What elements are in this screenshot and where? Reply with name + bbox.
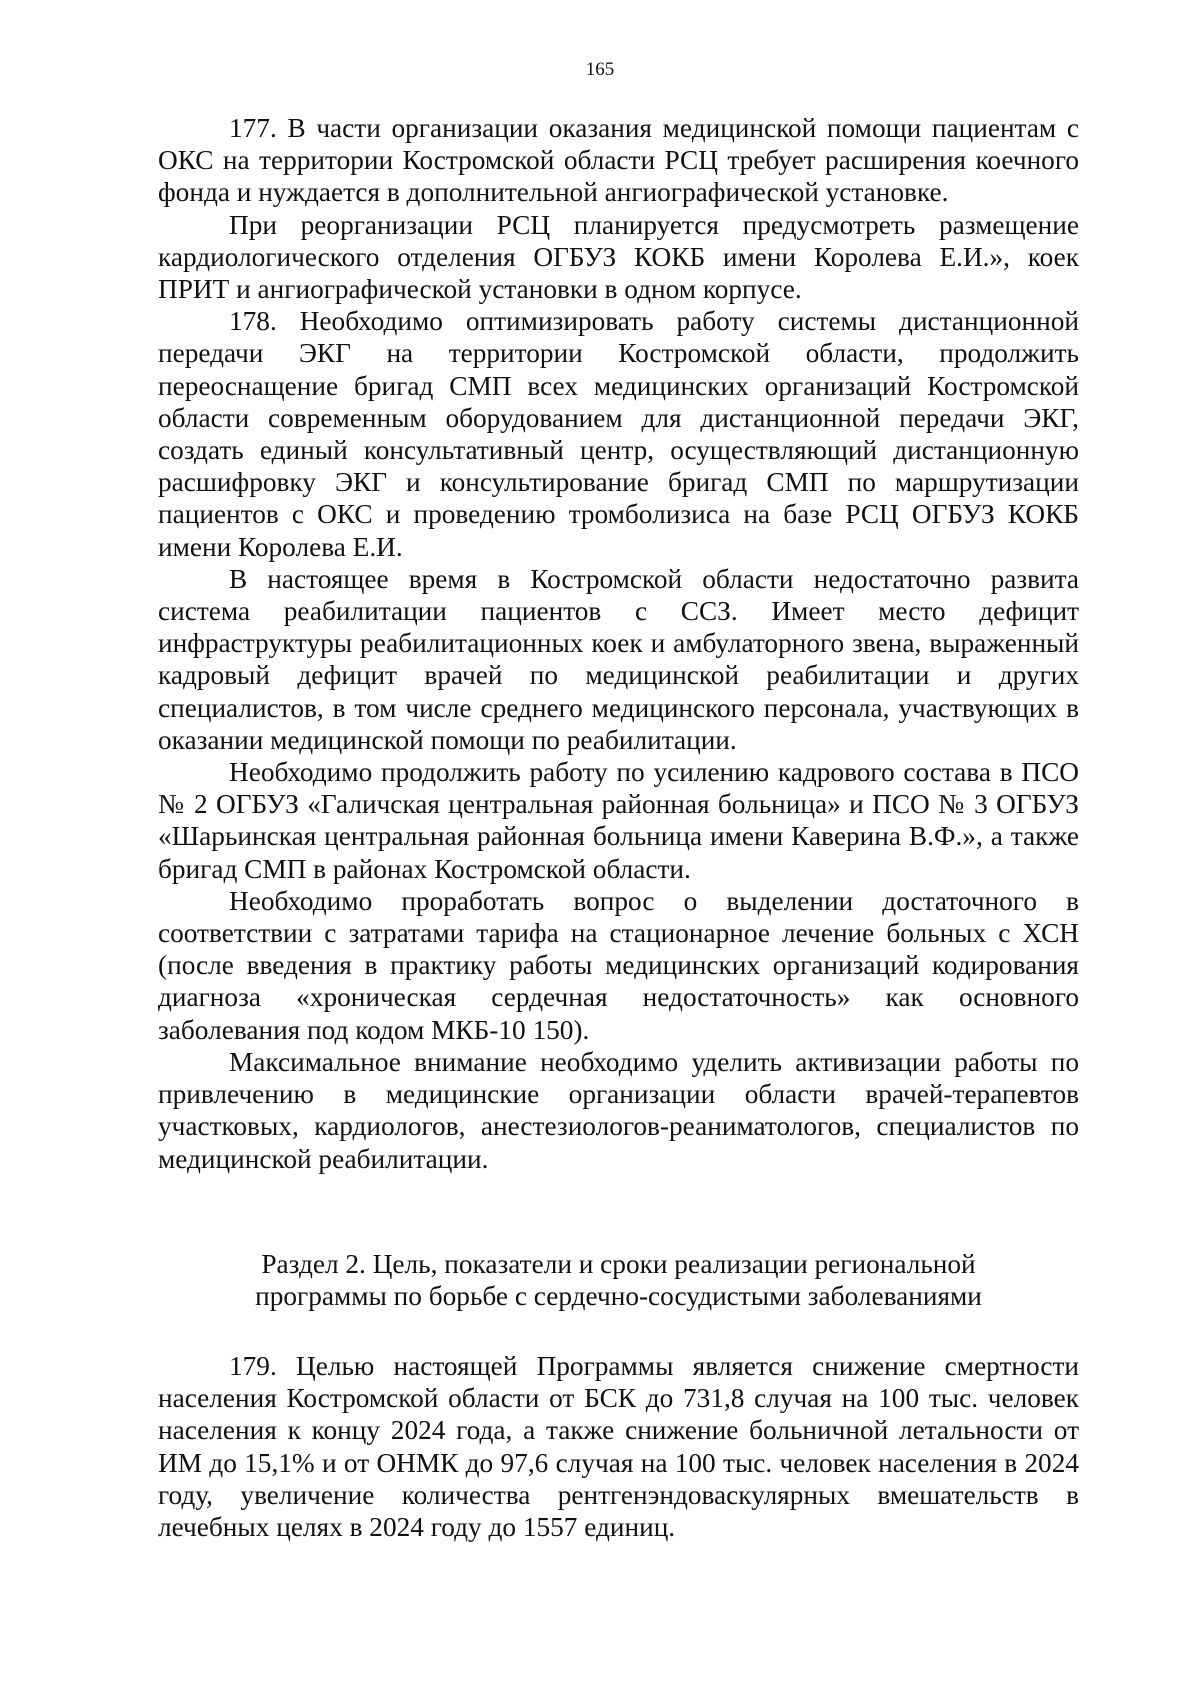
paragraph-177: 177. В части организации оказания медицинской помощи пациентам с ОКС на территории Костромской области РСЦ требует расширения коечного фонда и нуждается в дополнительной ангиографической установке. — [158, 113, 1079, 208]
section-heading-line-2: программы по борьбе с сердечно-сосудистыми заболеваниями — [255, 1281, 982, 1312]
paragraph-rehabilitation: В настоящее время в Костромской области недостаточно развита система реабилитации пациентов с ССЗ. Имеет место дефицит инфраструктуры реабилитационных коек и амбулаторного звена, выраженный кадровый дефицит врачей по медицинской реабилитации и других специалистов, в том числе среднего медицинского персонала, участвующих в оказании медицинской помощи по реабилитации. — [158, 563, 1079, 755]
paragraph-178: 178. Необходимо оптимизировать работу системы дистанционной передачи ЭКГ на территории Костромской области, продолжить переоснащение бригад СМП всех медицинских организаций Костромской области современным оборудованием для дистанционной передачи ЭКГ, создать единый консультативный центр, осуществляющий дистанционную расшифровку ЭКГ и консультирование бригад СМП по маршрутизации пациентов с ОКС и проведению тромболизиса на базе РСЦ ОГБУЗ КОКБ имени Королева Е.И. — [158, 306, 1079, 562]
body-text-section-2 — [158, 1350, 1079, 1543]
paragraph-179: 179. Целью настоящей Программы является снижение смертности населения Костромской области от БСК до 731,8 случая на 100 тыс. человек населения к концу 2024 года, а также снижение больничной летальности от ИМ до 15,1% и от ОНМК до 97,6 случая на 100 тыс. человек населения в 2024 году, увеличение количества рентгенэндоваскулярных вмешательств в лечебных целях в 2024 году до 1557 единиц. — [158, 1351, 1079, 1543]
page-number: 165 — [585, 59, 615, 80]
paragraph-attention: Максимальное внимание необходимо уделить активизации работы по привлечению в медицинские организации области врачей-терапевтов участковых, кардиологов, анестезиологов-реаниматологов, специалистов по медицинской реабилитации. — [158, 1046, 1079, 1174]
section-heading — [158, 1248, 1079, 1312]
section-heading-line-1: Раздел 2. Цель, показатели и сроки реализации региональной — [261, 1249, 976, 1279]
paragraph-staffing: Необходимо продолжить работу по усилению кадрового состава в ПСО № 2 ОГБУЗ «Галичская центральная районная больница» и ПСО № 3 ОГБУЗ «Шарьинская центральная районная больница имени Каверина В.Ф.», а также бригад СМП в районах Костромской области. — [158, 757, 1079, 884]
body-text — [158, 112, 1079, 1175]
paragraph-tariff: Необходимо проработать вопрос о выделении достаточного в соответствии с затратами тарифа на стационарное лечение больных с ХСН (после введения в практику работы медицинских организаций кодирования диагноза «хроническая сердечная недостаточность» как основного заболевания под кодом МКБ-10 150). — [158, 885, 1079, 1045]
paragraph-reorganization: При реорганизации РСЦ планируется предусмотреть размещение кардиологического отделения ОГБУЗ КОКБ имени Королева Е.И.», коек ПРИТ и ангиографической установки в одном корпусе. — [158, 209, 1079, 305]
